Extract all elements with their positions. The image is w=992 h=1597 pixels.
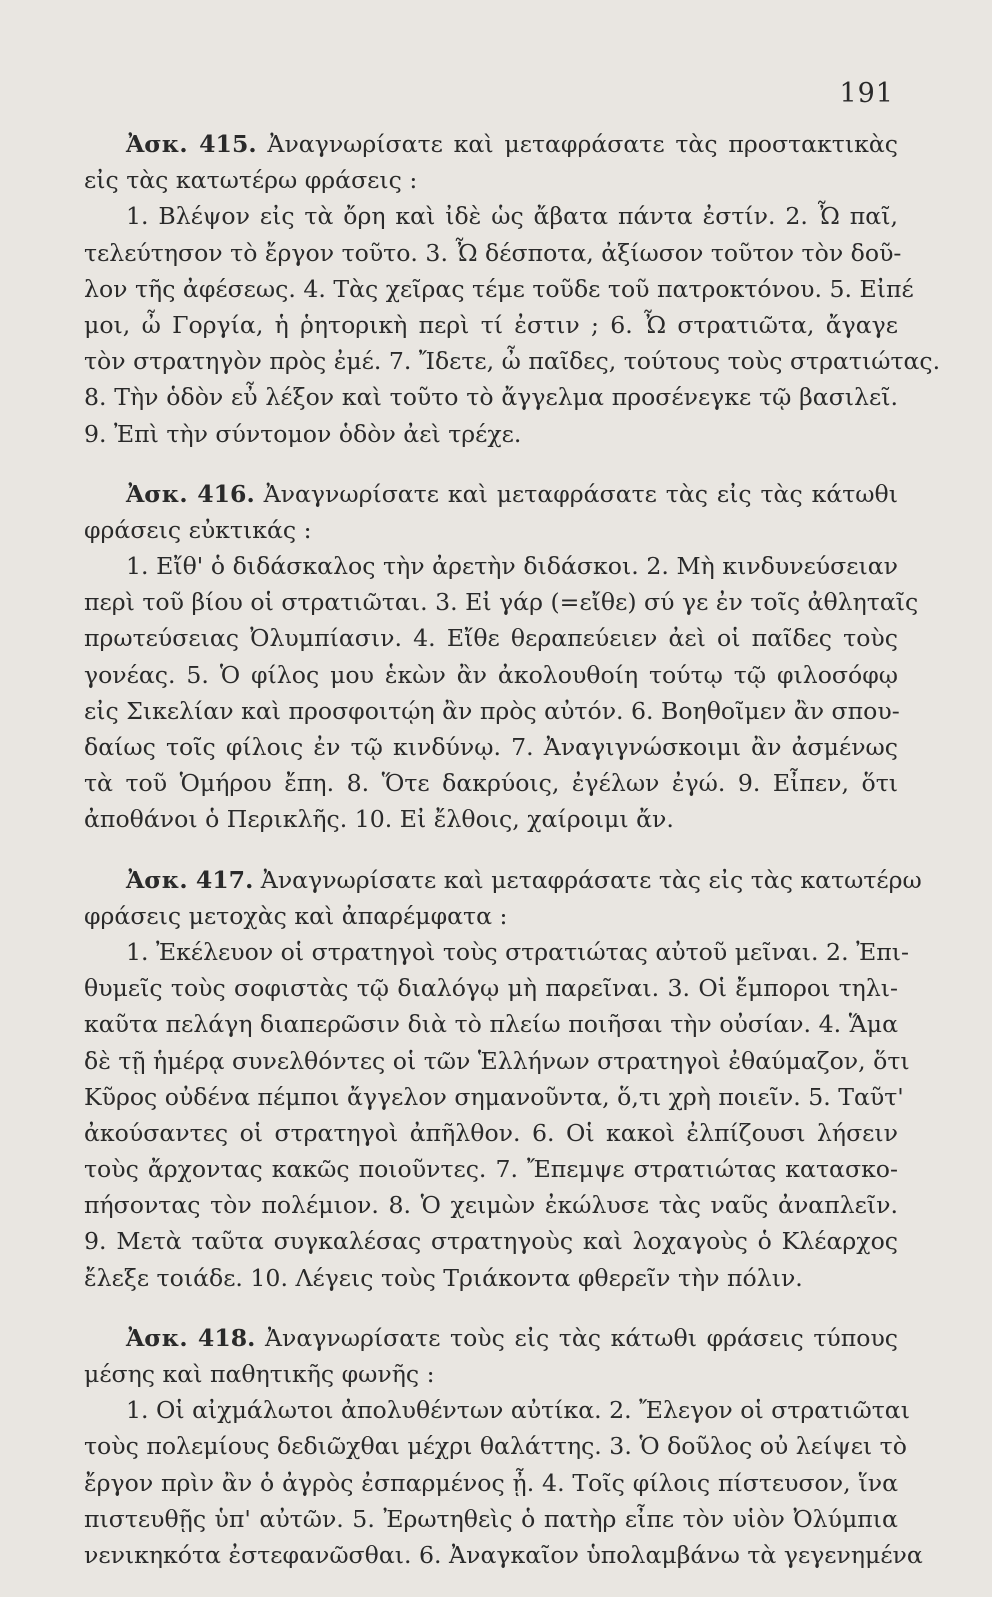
text-line: φράσεις εὐκτικάς :: [84, 515, 312, 544]
exercise-label: Ἀσκ. 417.: [126, 865, 254, 894]
text-line: 1. Εἴθ' ὁ διδάσκαλος τὴν ἀρετὴν διδάσκοι. 2. Μὴ κινδυνεύσειαν: [126, 552, 898, 581]
text-line: τοὺς ἄρχοντας κακῶς ποιοῦντες. 7. Ἔπεμψε στρατιώτας κατασκο-: [84, 1155, 898, 1184]
text-line: λον τῆς ἀφέσεως. 4. Τὰς χεῖρας τέμε τοῦδε τοῦ πατροκτόνου. 5. Εἰπέ: [84, 274, 914, 303]
text-line: δὲ τῇ ἡμέρᾳ συνελθόντες οἱ τῶν Ἑλλήνων στρατηγοὶ ἐθαύμαζον, ὅτι: [84, 1046, 910, 1075]
exercise-instruction: Ἀναγνωρίσατε καὶ μεταφράσατε τὰς εἰς τὰς κάτωθι: [263, 479, 898, 508]
text-line: θυμεῖς τοὺς σοφιστὰς τῷ διαλόγῳ μὴ παρεῖναι. 3. Οἱ ἔμποροι τηλι-: [84, 974, 898, 1003]
text-line: εἰς τὰς κατωτέρω φράσεις :: [84, 166, 418, 195]
text-line: μέσης καὶ παθητικῆς φωνῆς :: [84, 1360, 435, 1388]
text-line: 1. Οἱ αἰχμάλωτοι ἀπολυθέντων αὐτίκα. 2. Ἔλεγον οἱ στρατιῶται: [126, 1396, 910, 1425]
exercise-label: Ἀσκ. 418.: [126, 1323, 256, 1352]
text-line: τὸν στρατηγὸν πρὸς ἐμέ. 7. Ἴδετε, ὦ παῖδες, τούτους τοὺς στρατιώτας.: [84, 347, 941, 376]
exercise-label: Ἀσκ. 415.: [126, 130, 257, 158]
text-line: 9. Ἐπὶ τὴν σύντομον ὁδὸν ἀεὶ τρέχε.: [84, 419, 522, 448]
text-line: 9. Μετὰ ταῦτα συγκαλέσας στρατηγοὺς καὶ λοχαγοὺς ὁ Κλέαρχος: [84, 1227, 898, 1256]
text-line: μοι, ὦ Γοργία, ἡ ῥητορικὴ περὶ τί ἐστιν ; 6. Ὦ στρατιῶτα, ἄγαγε: [84, 310, 898, 339]
exercise-416: [84, 476, 919, 838]
text-line: Κῦρος οὐδένα πέμποι ἄγγελον σημανοῦντα, ὅ,τι χρὴ ποιεῖν. 5. Ταῦτ': [84, 1082, 904, 1111]
text-line: ἀποθάνοι ὁ Περικλῆς. 10. Εἰ ἔλθοις, χαίροιμι ἄν.: [84, 805, 674, 834]
text-line: ἔργον πρὶν ἂν ὁ ἀγρὸς ἐσπαρμένος ᾖ. 4. Τοῖς φίλοις πίστευσον, ἵνα: [84, 1468, 898, 1497]
exercise-instruction: Ἀναγνωρίσατε τοὺς εἰς τὰς κάτωθι φράσεις τύπους: [265, 1323, 898, 1352]
text-line: ἔλεξε τοιάδε. 10. Λέγεις τοὺς Τριάκοντα φθερεῖν τὴν πόλιν.: [84, 1263, 803, 1292]
text-line: εἰς Σικελίαν καὶ προσφοιτῴη ἂν πρὸς αὐτόν. 6. Βοηθοῖμεν ἂν σπου-: [84, 696, 900, 725]
exercise-instruction: Ἀναγνωρίσατε καὶ μεταφράσατε τὰς προστακτικὰς: [267, 130, 899, 158]
exercise-instruction: Ἀναγνωρίσατε καὶ μεταφράσατε τὰς εἰς τὰς κατωτέρω: [260, 865, 922, 894]
exercise-label: Ἀσκ. 416.: [126, 479, 255, 508]
exercise-418: [84, 1320, 923, 1573]
text-line: τοὺς πολεμίους δεδιῶχθαι μέχρι θαλάττης. 3. Ὁ δοῦλος οὐ λείψει τὸ: [84, 1432, 907, 1461]
text-line: δαίως τοῖς φίλοις ἐν τῷ κινδύνῳ. 7. Ἀναγιγνώσκοιμι ἂν ἀσμένως: [84, 733, 898, 761]
exercise-417: [84, 862, 922, 1296]
page-number: 191: [839, 78, 894, 109]
exercise-heading: [84, 1320, 898, 1356]
exercise-heading: [84, 862, 922, 898]
text-line: τὰ τοῦ Ὁμήρου ἔπη. 8. Ὅτε δακρύοις, ἐγέλων ἐγώ. 9. Εἶπεν, ὅτι: [84, 769, 898, 798]
text-line: 1. Βλέψον εἰς τὰ ὄρη καὶ ἰδὲ ὡς ἄβατα πάντα ἐστίν. 2. Ὦ παῖ,: [126, 202, 898, 231]
text-line: περὶ τοῦ βίου οἱ στρατιῶται. 3. Εἰ γάρ (=εἴθε) σύ γε ἐν τοῖς ἀθληταῖς: [84, 588, 919, 617]
exercise-heading: [84, 126, 898, 162]
exercise-415: [84, 126, 941, 452]
text-line: φράσεις μετοχὰς καὶ ἀπαρέμφατα :: [84, 901, 508, 930]
exercise-heading: [84, 476, 898, 512]
text-line: νενικηκότα ἐστεφανῶσθαι. 6. Ἀναγκαῖον ὑπολαμβάνω τὰ γεγενημένα: [84, 1540, 923, 1569]
text-line: γονέας. 5. Ὁ φίλος μου ἑκὼν ἂν ἀκολουθοίη τούτῳ τῷ φιλοσόφῳ: [84, 660, 898, 689]
text-line: τελεύτησον τὸ ἔργον τοῦτο. 3. Ὦ δέσποτα, ἀξίωσον τοῦτον τὸν δοῦ-: [84, 238, 902, 267]
text-line: καῦτα πελάγη διαπερῶσιν διὰ τὸ πλείω ποιῆσαι τὴν οὐσίαν. 4. Ἅμα: [84, 1010, 898, 1039]
text-line: πρωτεύσειας Ὀλυμπίασιν. 4. Εἴθε θεραπεύειεν ἀεὶ οἱ παῖδες τοὺς: [84, 624, 898, 653]
text-line: ἀκούσαντες οἱ στρατηγοὶ ἀπῆλθον. 6. Οἱ κακοὶ ἐλπίζουσι λήσειν: [84, 1118, 898, 1147]
text-line: 8. Τὴν ὁδὸν εὖ λέξον καὶ τοῦτο τὸ ἄγγελμα προσένεγκε τῷ βασιλεῖ.: [84, 383, 898, 412]
text-line: πήσοντας τὸν πολέμιον. 8. Ὁ χειμὼν ἐκώλυσε τὰς ναῦς ἀναπλεῖν.: [84, 1191, 898, 1220]
text-line: 1. Ἐκέλευον οἱ στρατηγοὶ τοὺς στρατιώτας αὐτοῦ μεῖναι. 2. Ἐπι-: [126, 937, 909, 966]
page-body: [84, 126, 941, 1597]
text-line: πιστευθῇς ὑπ' αὐτῶν. 5. Ἐρωτηθεὶς ὁ πατὴρ εἶπε τὸν υἱὸν Ὀλύμπια: [84, 1504, 898, 1533]
